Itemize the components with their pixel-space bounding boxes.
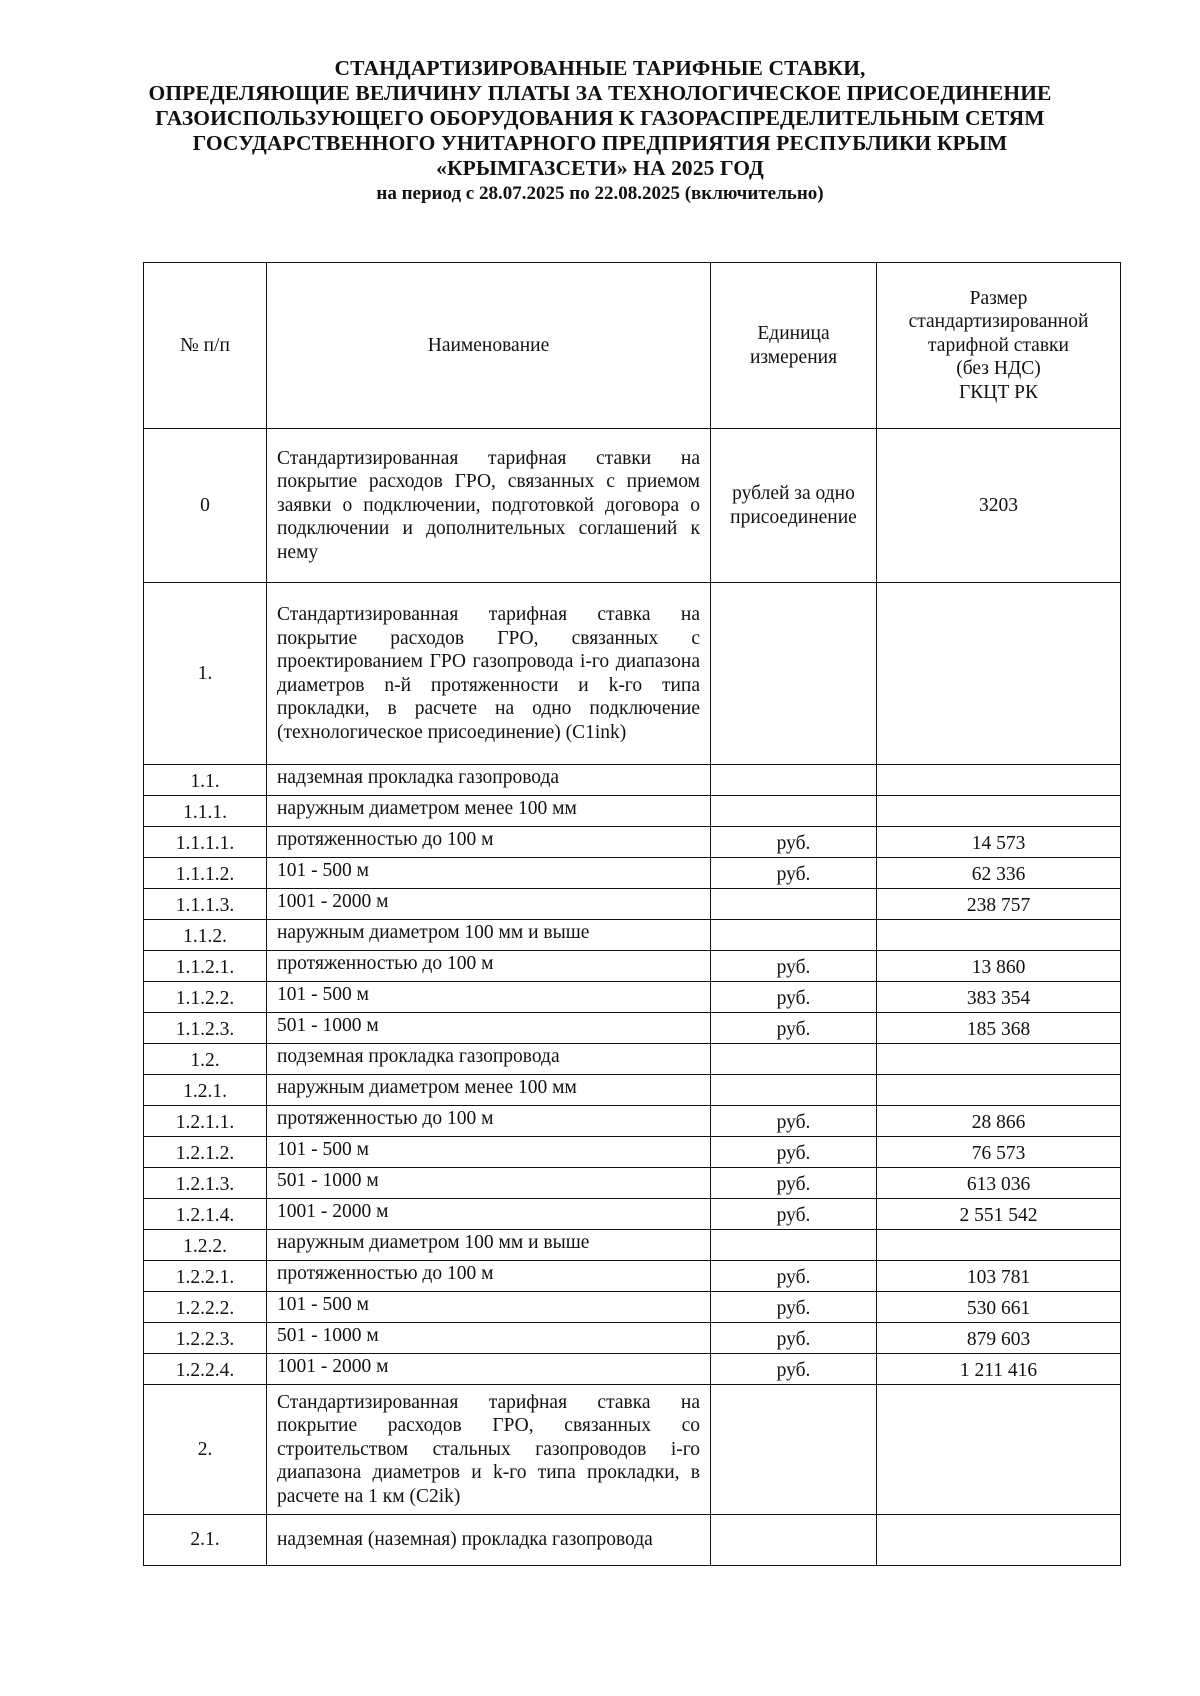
- title-line-3: ГАЗОИСПОЛЬЗУЮЩЕГО ОБОРУДОВАНИЯ К ГАЗОРАСПРЕДЕЛИТЕЛЬНЫМ СЕТЯМ: [155, 106, 1045, 130]
- cell-size: [877, 583, 1121, 765]
- cell-num: 1.: [144, 583, 267, 765]
- header-name: Наименование: [267, 263, 711, 429]
- cell-unit: руб.: [711, 1261, 877, 1292]
- header-unit-line-2: измерения: [749, 346, 838, 368]
- cell-size: 2 551 542: [877, 1199, 1121, 1230]
- cell-name: протяженностью до 100 м: [267, 827, 711, 858]
- cell-name: 1001 - 2000 м: [267, 1199, 711, 1230]
- cell-num: 1.2.2.4.: [144, 1354, 267, 1385]
- cell-unit: руб.: [711, 1106, 877, 1137]
- table-row: [144, 858, 1121, 889]
- cell-unit: [711, 1230, 877, 1261]
- document-title: [60, 56, 1140, 206]
- table-row: [144, 1044, 1121, 1075]
- cell-unit: [711, 1044, 877, 1075]
- cell-name: Стандартизированная тарифная ставки на покрытие расходов ГРО, связанных с приемом заявки о подключении, подготовкой договора о подключении и дополнительных соглашений к нему: [267, 429, 711, 583]
- table-row: [144, 1230, 1121, 1261]
- cell-unit: руб.: [711, 1137, 877, 1168]
- cell-name: наружным диаметром менее 100 мм: [267, 796, 711, 827]
- table-row: [144, 429, 1121, 583]
- cell-num: 1.2.1.4.: [144, 1199, 267, 1230]
- header-size-line-4: (без НДС): [956, 358, 1041, 380]
- table-row: [144, 827, 1121, 858]
- cell-unit: руб.: [711, 982, 877, 1013]
- cell-name: надземная прокладка газопровода: [267, 765, 711, 796]
- cell-size: 185 368: [877, 1013, 1121, 1044]
- table-row: [144, 1106, 1121, 1137]
- title-line-2: ОПРЕДЕЛЯЮЩИЕ ВЕЛИЧИНУ ПЛАТЫ ЗА ТЕХНОЛОГИЧЕСКОЕ ПРИСОЕДИНЕНИЕ: [148, 81, 1052, 105]
- table-body: [144, 429, 1121, 1566]
- header-size-line-5: ГКЦТ РК: [959, 381, 1038, 403]
- cell-name: подземная прокладка газопровода: [267, 1044, 711, 1075]
- cell-size: [877, 765, 1121, 796]
- cell-size: [877, 920, 1121, 951]
- table-row: [144, 1354, 1121, 1385]
- cell-name: 501 - 1000 м: [267, 1168, 711, 1199]
- cell-num: 1.1.1.1.: [144, 827, 267, 858]
- cell-size: [877, 1385, 1121, 1515]
- table-row: [144, 765, 1121, 796]
- header-size-line-3: тарифной ставки: [928, 334, 1069, 356]
- cell-num: 1.2.1.2.: [144, 1137, 267, 1168]
- title-line-1: СТАНДАРТИЗИРОВАННЫЕ ТАРИФНЫЕ СТАВКИ,: [334, 56, 866, 80]
- cell-name: наружным диаметром 100 мм и выше: [267, 920, 711, 951]
- cell-unit: руб.: [711, 951, 877, 982]
- cell-unit: руб.: [711, 1168, 877, 1199]
- cell-size: 103 781: [877, 1261, 1121, 1292]
- cell-num: 1.2.: [144, 1044, 267, 1075]
- cell-size: 28 866: [877, 1106, 1121, 1137]
- table-row: [144, 1199, 1121, 1230]
- cell-size: 613 036: [877, 1168, 1121, 1199]
- cell-name: надземная (наземная) прокладка газопровода: [267, 1515, 711, 1566]
- header-size-line-1: Размер: [969, 287, 1028, 309]
- table-row: [144, 889, 1121, 920]
- cell-num: 1.2.2.3.: [144, 1323, 267, 1354]
- cell-unit: [711, 920, 877, 951]
- cell-name: 101 - 500 м: [267, 858, 711, 889]
- cell-name: Стандартизированная тарифная ставка на покрытие расходов ГРО, связанных со строительством стальных газопроводов i-го диапазона диаметров и k-го типа прокладки, в расчете на 1 км (C2ik): [267, 1385, 711, 1515]
- cell-name: наружным диаметром менее 100 мм: [267, 1075, 711, 1106]
- cell-unit: руб.: [711, 858, 877, 889]
- cell-name: 101 - 500 м: [267, 1292, 711, 1323]
- table-header-row: [144, 263, 1121, 429]
- header-size: [877, 263, 1121, 429]
- cell-size: 879 603: [877, 1323, 1121, 1354]
- cell-num: 1.2.1.: [144, 1075, 267, 1106]
- cell-num: 1.1.2.3.: [144, 1013, 267, 1044]
- table-row: [144, 1075, 1121, 1106]
- cell-num: 1.1.2.: [144, 920, 267, 951]
- tariff-table: [143, 262, 1121, 1566]
- cell-size: 383 354: [877, 982, 1121, 1013]
- cell-name: протяженностью до 100 м: [267, 951, 711, 982]
- cell-unit: [711, 1075, 877, 1106]
- cell-num: 1.1.2.2.: [144, 982, 267, 1013]
- cell-num: 1.1.1.: [144, 796, 267, 827]
- table-row: [144, 1261, 1121, 1292]
- cell-num: 1.2.2.2.: [144, 1292, 267, 1323]
- cell-name: 1001 - 2000 м: [267, 1354, 711, 1385]
- cell-name: 501 - 1000 м: [267, 1013, 711, 1044]
- cell-num: 1.2.2.1.: [144, 1261, 267, 1292]
- table-row: [144, 951, 1121, 982]
- cell-unit: [711, 583, 877, 765]
- cell-unit: [711, 1515, 877, 1566]
- cell-size: [877, 1075, 1121, 1106]
- table-row: [144, 1323, 1121, 1354]
- table-row: [144, 796, 1121, 827]
- cell-name: 101 - 500 м: [267, 1137, 711, 1168]
- cell-size: 62 336: [877, 858, 1121, 889]
- header-unit: [711, 263, 877, 429]
- cell-name: наружным диаметром 100 мм и выше: [267, 1230, 711, 1261]
- cell-name: 1001 - 2000 м: [267, 889, 711, 920]
- header-size-line-2: стандартизированной: [908, 311, 1089, 333]
- cell-unit: [711, 765, 877, 796]
- cell-num: 1.2.2.: [144, 1230, 267, 1261]
- cell-num: 1.2.1.1.: [144, 1106, 267, 1137]
- cell-size: [877, 1230, 1121, 1261]
- cell-name: 101 - 500 м: [267, 982, 711, 1013]
- cell-name: Стандартизированная тарифная ставка на покрытие расходов ГРО, связанных с проектированием ГРО газопровода i-го диапазона диаметров n-й протяженности и k-го типа прокладки, в расчете на одно подключение (технологическое присоединение) (C1ink): [267, 583, 711, 765]
- cell-unit: руб.: [711, 1199, 877, 1230]
- cell-name: 501 - 1000 м: [267, 1323, 711, 1354]
- header-unit-line-1: Единица: [757, 323, 830, 344]
- cell-size: [877, 1515, 1121, 1566]
- cell-unit: [711, 796, 877, 827]
- cell-size: 14 573: [877, 827, 1121, 858]
- header-num: № п/п: [144, 263, 267, 429]
- cell-num: 2.: [144, 1385, 267, 1515]
- cell-unit: руб.: [711, 1323, 877, 1354]
- cell-num: 1.1.: [144, 765, 267, 796]
- table-row: [144, 920, 1121, 951]
- cell-num: 0: [144, 429, 267, 583]
- cell-size: 76 573: [877, 1137, 1121, 1168]
- cell-num: 2.1.: [144, 1515, 267, 1566]
- title-line-5: «КРЫМГАЗСЕТИ» НА 2025 ГОД: [436, 156, 764, 180]
- cell-size: 13 860: [877, 951, 1121, 982]
- cell-unit: руб.: [711, 1292, 877, 1323]
- table-row: [144, 583, 1121, 765]
- cell-unit: руб.: [711, 827, 877, 858]
- table-row: [144, 1385, 1121, 1515]
- cell-unit: [711, 1385, 877, 1515]
- cell-name: протяженностью до 100 м: [267, 1261, 711, 1292]
- cell-num: 1.1.1.3.: [144, 889, 267, 920]
- table-row: [144, 1137, 1121, 1168]
- cell-num: 1.1.2.1.: [144, 951, 267, 982]
- cell-size: 1 211 416: [877, 1354, 1121, 1385]
- cell-num: 1.1.1.2.: [144, 858, 267, 889]
- cell-size: [877, 1044, 1121, 1075]
- cell-unit: руб.: [711, 1354, 877, 1385]
- cell-size: [877, 796, 1121, 827]
- table-row: [144, 982, 1121, 1013]
- cell-unit: [711, 889, 877, 920]
- cell-size: 238 757: [877, 889, 1121, 920]
- cell-size: 3203: [877, 429, 1121, 583]
- table-row: [144, 1292, 1121, 1323]
- cell-num: 1.2.1.3.: [144, 1168, 267, 1199]
- title-period: на период с 28.07.2025 по 22.08.2025 (включительно): [376, 183, 824, 204]
- title-line-4: ГОСУДАРСТВЕННОГО УНИТАРНОГО ПРЕДПРИЯТИЯ РЕСПУБЛИКИ КРЫМ: [192, 131, 1008, 155]
- table-row: [144, 1168, 1121, 1199]
- cell-size: 530 661: [877, 1292, 1121, 1323]
- cell-unit: рублей за одно присоединение: [711, 429, 877, 583]
- cell-name: протяженностью до 100 м: [267, 1106, 711, 1137]
- table-row: [144, 1013, 1121, 1044]
- cell-unit: руб.: [711, 1013, 877, 1044]
- table-row: [144, 1515, 1121, 1566]
